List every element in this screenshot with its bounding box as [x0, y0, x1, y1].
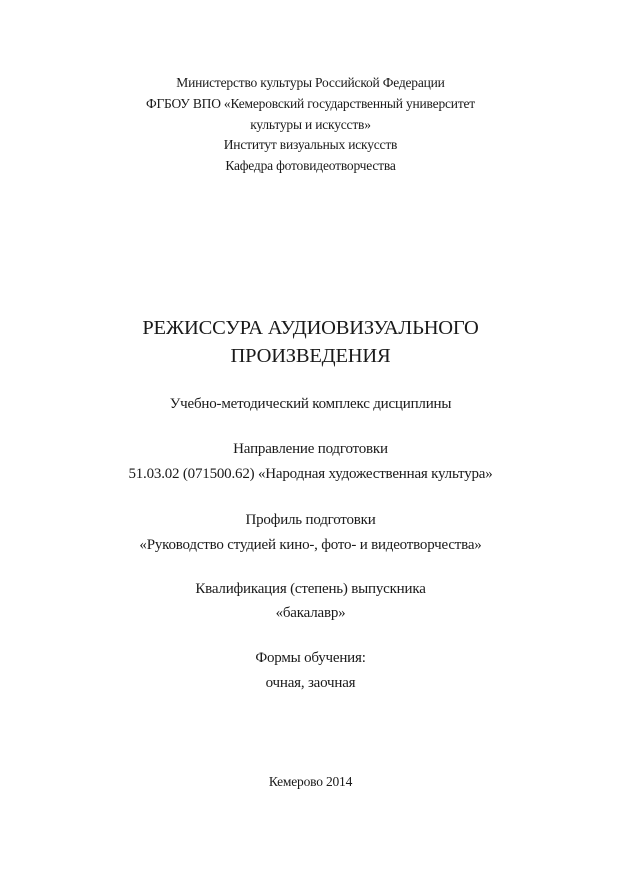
- city-year: Кемерово 2014: [268, 774, 353, 789]
- institute-name: Институт визуальных искусств: [223, 137, 398, 152]
- document-title-line2: ПРОИЗВЕДЕНИЯ: [230, 345, 391, 367]
- ministry-name: Министерство культуры Российской Федерации: [176, 75, 445, 90]
- department-name: Кафедра фотовидеотворчества: [225, 158, 396, 173]
- profile-value: «Руководство студией кино-, фото- и видеотворчества»: [139, 537, 482, 553]
- document-title-line1: РЕЖИССУРА АУДИОВИЗУАЛЬНОГО: [142, 317, 479, 339]
- study-forms-label: Формы обучения:: [255, 650, 366, 666]
- direction-label: Направление подготовки: [233, 441, 388, 457]
- profile-label: Профиль подготовки: [245, 512, 376, 528]
- direction-value: 51.03.02 (071500.62) «Народная художественная культура»: [128, 466, 493, 482]
- document-subtitle: Учебно-методический комплекс дисциплины: [169, 396, 452, 412]
- university-name-line1: ФГБОУ ВПО «Кемеровский государственный университет: [145, 96, 476, 111]
- study-forms-value: очная, заочная: [265, 675, 356, 691]
- university-name-line2: культуры и искусств»: [250, 117, 371, 132]
- qualification-value: «бакалавр»: [275, 605, 346, 621]
- qualification-label: Квалификация (степень) выпускника: [195, 581, 426, 597]
